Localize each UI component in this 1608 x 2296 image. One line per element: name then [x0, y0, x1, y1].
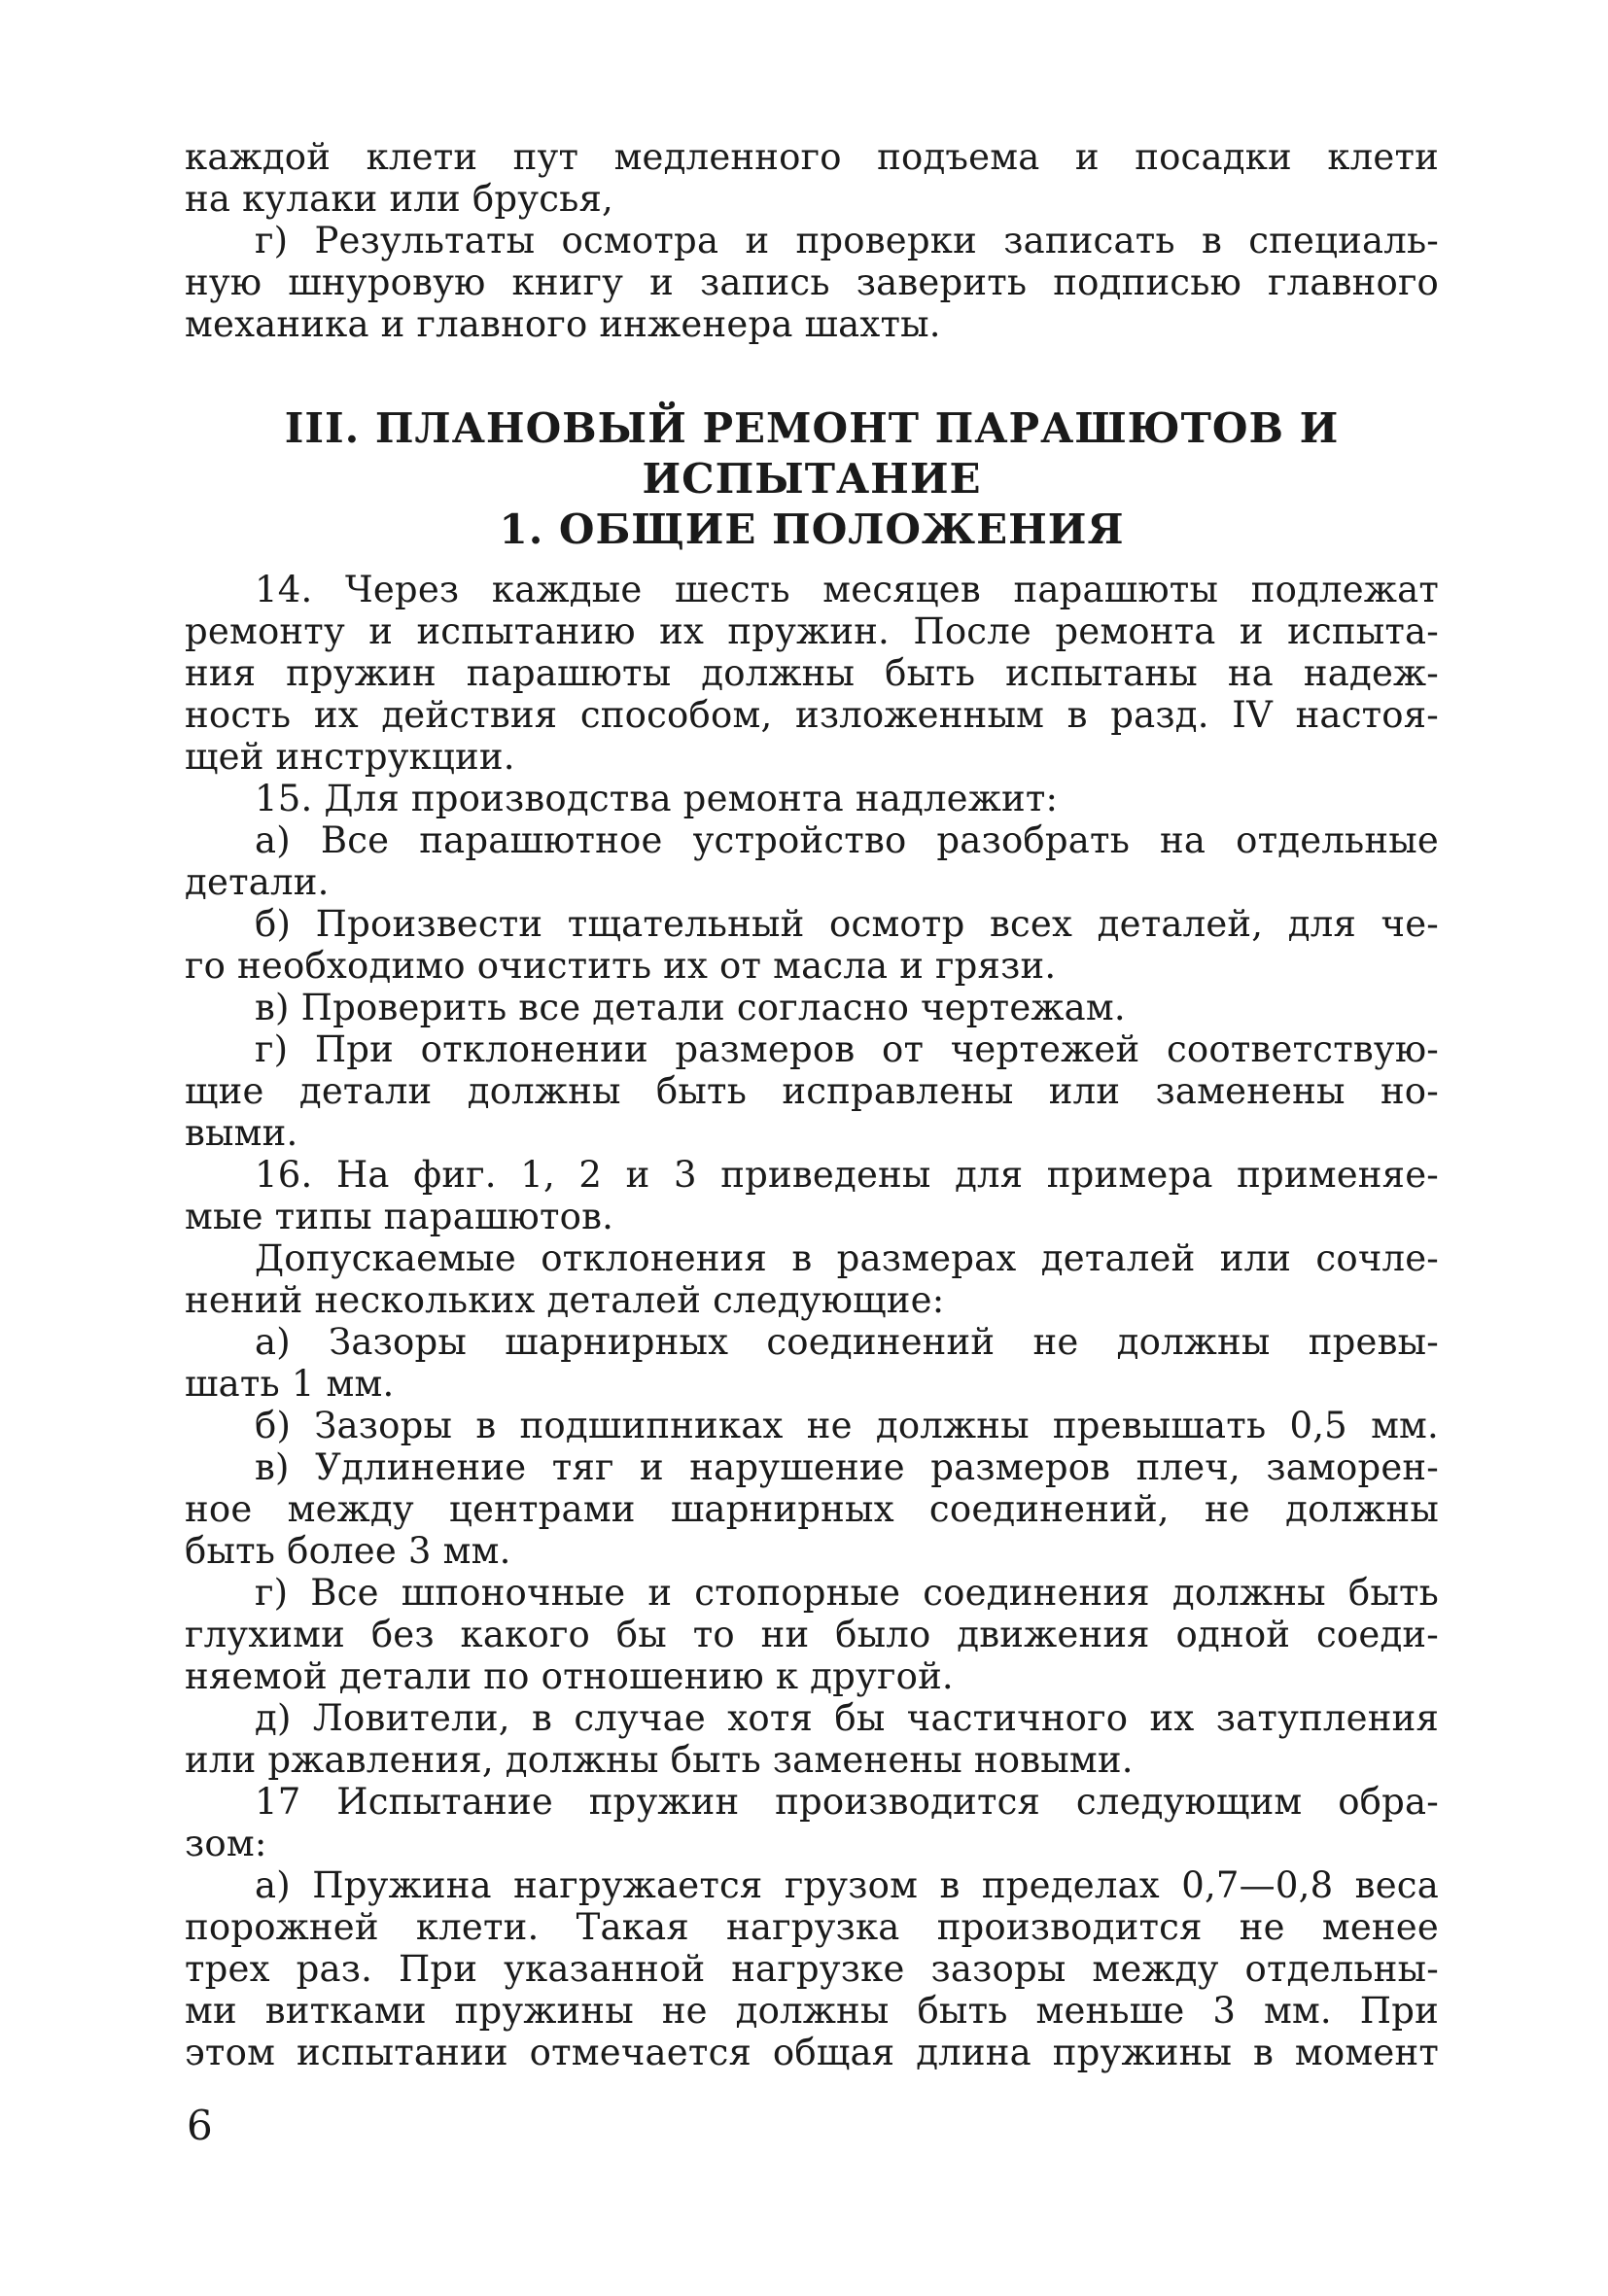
paragraph-15: [185, 778, 1439, 819]
text-line: на кулаки или брусья,: [185, 178, 613, 220]
text-line: быть более 3 мм.: [185, 1530, 511, 1572]
text-line: Допускаемые отклонения в размерах деталей или сочле-: [255, 1237, 1439, 1279]
paragraph-tol-v: [185, 1446, 1439, 1572]
text-line: б) Зазоры в подшипниках не должны превышать 0,5 мм.: [255, 1405, 1439, 1446]
text-line: ную шнуровую книгу и запись заверить подписью главного: [185, 261, 1439, 303]
text-line: няемой детали по отношению к другой.: [185, 1655, 954, 1697]
text-line: каждой клети пут медленного подъема и посадки клети: [185, 136, 1439, 178]
text-line: шать 1 мм.: [185, 1363, 395, 1405]
paragraph-15v: [185, 987, 1439, 1028]
text-line: б) Произвести тщательный осмотр всех деталей, для че-: [255, 903, 1439, 945]
paragraph-tol-a: [185, 1321, 1439, 1405]
text-line: ми витками пружины не должны быть меньше 3 мм. При: [185, 1990, 1439, 2032]
paragraph-item-g-prev: [185, 220, 1439, 345]
paragraph-15g: [185, 1028, 1439, 1154]
paragraph-tol-d: [185, 1697, 1439, 1781]
text-line: а) Зазоры шарнирных соединений не должны превы-: [255, 1321, 1439, 1363]
text-line: д) Ловители, в случае хотя бы частичного их затупления: [255, 1697, 1439, 1739]
text-line: ное между центрами шарнирных соединений, не должны: [185, 1488, 1439, 1530]
text-line: а) Пружина нагружается грузом в пределах 0,7—0,8 веса: [255, 1864, 1439, 1906]
text-line: щей инструкции.: [185, 736, 515, 778]
text-line: г) Результаты осмотра и проверки записать в специаль-: [255, 220, 1439, 261]
paragraph-15b: [185, 903, 1439, 987]
text-line: в) Удлинение тяг и нарушение размеров плеч, заморен-: [255, 1446, 1439, 1488]
subsection-heading: 1. ОБЩИЕ ПОЛОЖЕНИЯ: [499, 505, 1125, 553]
page-number: 6: [187, 2102, 213, 2149]
text-line: в) Проверить все детали согласно чертежам.: [255, 987, 1126, 1028]
text-line: г) При отклонении размеров от чертежей соответствую-: [255, 1028, 1439, 1070]
paragraph-17: [185, 1781, 1439, 1864]
text-line: г) Все шпоночные и стопорные соединения должны быть: [255, 1572, 1439, 1614]
paragraph-tol-b: [185, 1405, 1439, 1446]
text-line: а) Все парашютное устройство разобрать на отдельные: [255, 819, 1439, 861]
text-line: выми.: [185, 1112, 298, 1154]
text-line: 14. Через каждые шесть месяцев парашюты подлежат: [255, 569, 1439, 610]
text-line: 17 Испытание пружин производится следующим обра-: [255, 1781, 1439, 1823]
paragraph-16: [185, 1154, 1439, 1237]
text-line: механика и главного инженера шахты.: [185, 303, 941, 345]
paragraph-14: [185, 569, 1439, 778]
paragraph-15a: [185, 819, 1439, 903]
text-line: 16. На фиг. 1, 2 и 3 приведены для примера применяе-: [255, 1154, 1439, 1196]
text-line: ность их действия способом, изложенным в разд. IV настоя-: [185, 694, 1439, 736]
document-page: [185, 136, 1439, 2216]
text-line: зом:: [185, 1823, 267, 1864]
section-heading: III. ПЛАНОВЫЙ РЕМОНТ ПАРАШЮТОВ И ИСПЫТАНИЕ: [284, 404, 1340, 503]
paragraph-17a: [185, 1864, 1439, 2073]
paragraph-tol-g: [185, 1572, 1439, 1697]
text-line: го необходимо очистить их от масла и грязи.: [185, 945, 1057, 987]
text-line: детали.: [185, 861, 330, 903]
text-line: ния пружин парашюты должны быть испытаны на надеж-: [185, 652, 1439, 694]
text-line: ремонту и испытанию их пружин. После ремонта и испыта-: [185, 610, 1439, 652]
text-line: щие детали должны быть исправлены или заменены но-: [185, 1070, 1439, 1112]
text-line: трех раз. При указанной нагрузке зазоры между отдельны-: [185, 1948, 1439, 1990]
text-line: 15. Для производства ремонта надлежит:: [255, 778, 1059, 819]
paragraph-top-fragment: [185, 136, 1439, 220]
text-line: или ржавления, должны быть заменены новыми.: [185, 1739, 1134, 1781]
text-line: этом испытании отмечается общая длина пружины в момент: [185, 2032, 1439, 2073]
text-line: порожней клети. Такая нагрузка производится не менее: [185, 1906, 1439, 1948]
text-line: глухими без какого бы то ни было движения одной соеди-: [185, 1614, 1439, 1655]
paragraph-tolerances-intro: [185, 1237, 1439, 1321]
text-line: мые типы парашютов.: [185, 1196, 614, 1237]
text-line: нений нескольких деталей следующие:: [185, 1279, 945, 1321]
